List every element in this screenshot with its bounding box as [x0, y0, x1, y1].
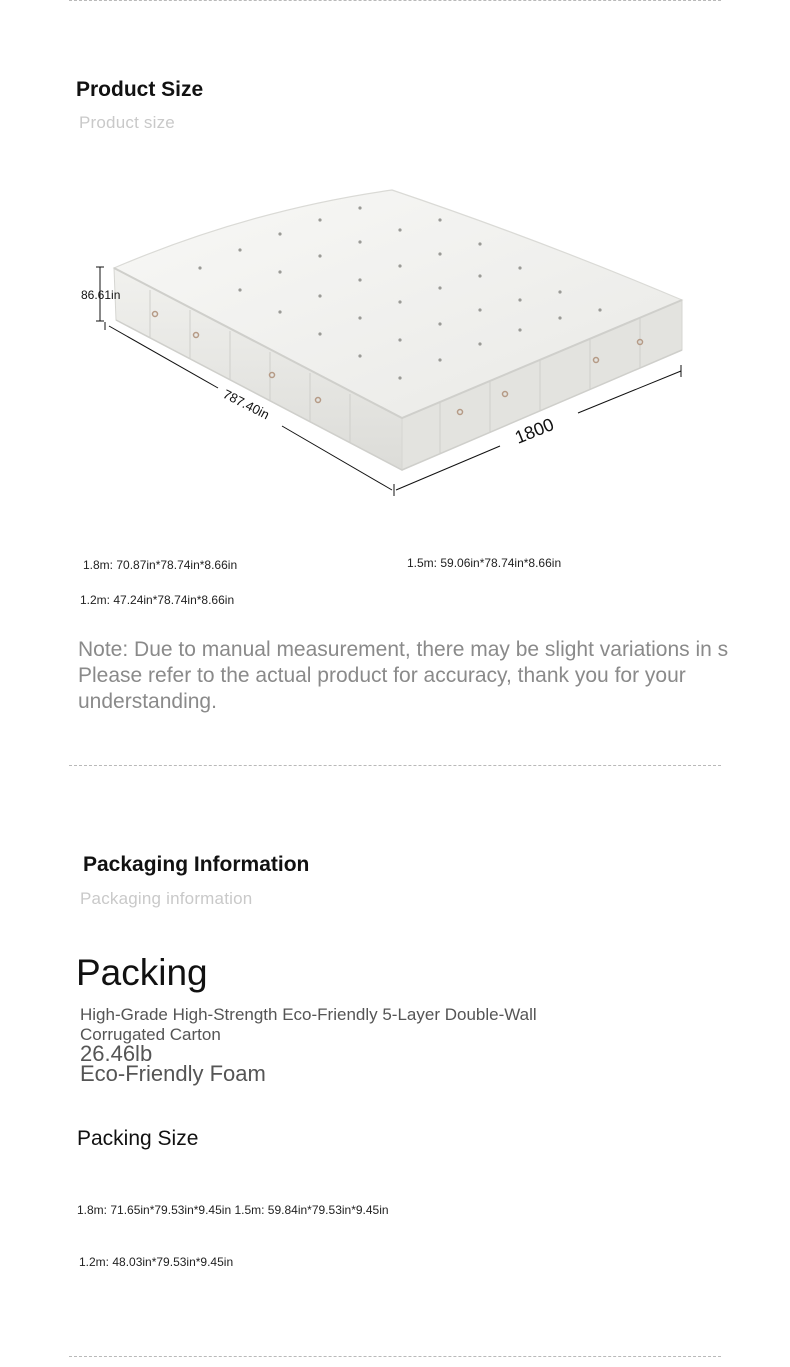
measurement-note [78, 637, 790, 715]
length-dimension-label: 787.40in [220, 386, 272, 423]
note-line-2: Please refer to the actual product for accuracy, thank you for your [78, 664, 686, 687]
packing-size-heading: Packing Size [77, 1127, 199, 1150]
carton-description: High-Grade High-Strength Eco-Friendly 5-Layer Double-Wall Corrugated Carton [80, 1005, 537, 1044]
width-dimension-label: 1800 [512, 414, 557, 448]
mattress [114, 190, 682, 470]
mattress-illustration [0, 150, 790, 510]
foam-material: Eco-Friendly Foam [80, 1061, 266, 1086]
note-line-1: Note: Due to manual measurement, there may be slight variations in s [78, 638, 729, 661]
packing-heading: Packing [76, 952, 208, 993]
packaging-title: Packaging Information [83, 853, 310, 876]
note-line-3: understanding. [78, 690, 217, 713]
height-dimension-label: 86.61in [81, 288, 121, 302]
packing-size-row-2: 1.2m: 48.03in*79.53in*9.45in [79, 1255, 234, 1269]
packaging-subtitle: Packaging information [80, 889, 253, 908]
packing-size-row-1: 1.8m: 71.65in*79.53in*9.45in 1.5m: 59.84in*79.53in*9.45in [77, 1203, 389, 1217]
spec-1-5m: 1.5m: 59.06in*78.74in*8.66in [407, 556, 562, 570]
package-weight: 26.46lb [80, 1041, 153, 1066]
product-size-subtitle: Product size [79, 113, 175, 132]
middle-divider [69, 765, 721, 766]
product-size-title: Product Size [76, 78, 204, 101]
spec-1-2m: 1.2m: 47.24in*78.74in*8.66in [80, 593, 235, 607]
spec-1-8m: 1.8m: 70.87in*78.74in*8.66in [83, 558, 238, 572]
top-divider [69, 0, 721, 1]
bottom-divider [69, 1356, 721, 1357]
